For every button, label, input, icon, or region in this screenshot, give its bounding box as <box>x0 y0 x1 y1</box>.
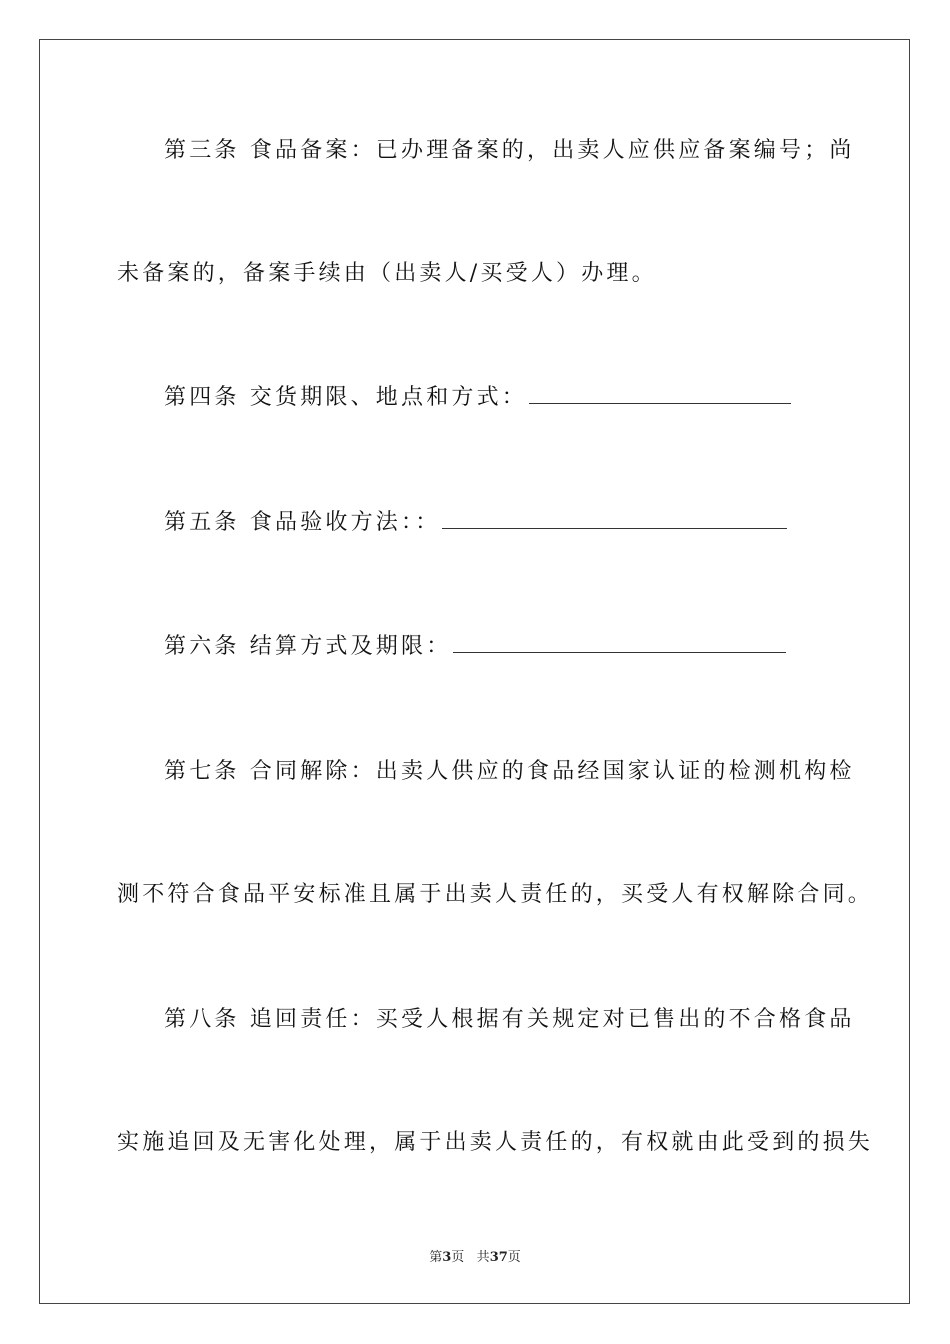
article-4-fill-blank[interactable] <box>529 383 791 404</box>
article-8-line-2: 实施追回及无害化处理，属于出卖人责任的，有权就由此受到的损失 <box>117 1130 874 1155</box>
total-suffix: 页 <box>507 1250 521 1265</box>
page-number: 3 <box>442 1250 452 1265</box>
article-7-line-1: 第七条 合同解除：出卖人供应的食品经国家认证的检测机构检 <box>164 759 855 784</box>
total-prefix: 共 <box>476 1250 490 1265</box>
article-4 <box>0 383 950 413</box>
article-5-fill-blank[interactable] <box>442 508 787 529</box>
article-3-line-1: 第三条 食品备案：已办理备案的，出卖人应供应备案编号；尚 <box>164 138 855 163</box>
total-pages: 37 <box>489 1250 508 1265</box>
page-suffix: 页 <box>451 1250 465 1265</box>
article-4-label: 第四条 交货期限、地点和方式： <box>164 385 527 410</box>
article-6-fill-blank[interactable] <box>453 632 786 653</box>
page-prefix: 第 <box>429 1250 443 1265</box>
article-7-line-2: 测不符合食品平安标准且属于出卖人责任的，买受人有权解除合同。 <box>117 882 874 907</box>
article-6-label: 第六条 结算方式及期限： <box>164 634 452 659</box>
article-6 <box>0 632 950 662</box>
article-5-label: 第五条 食品验收方法：： <box>164 510 441 535</box>
article-3-line-2: 未备案的，备案手续由（出卖人/买受人）办理。 <box>117 261 657 286</box>
article-5 <box>0 508 950 538</box>
page-border <box>39 39 910 1304</box>
article-8-line-1: 第八条 追回责任：买受人根据有关规定对已售出的不合格食品 <box>164 1007 855 1032</box>
page-footer <box>0 1246 950 1265</box>
